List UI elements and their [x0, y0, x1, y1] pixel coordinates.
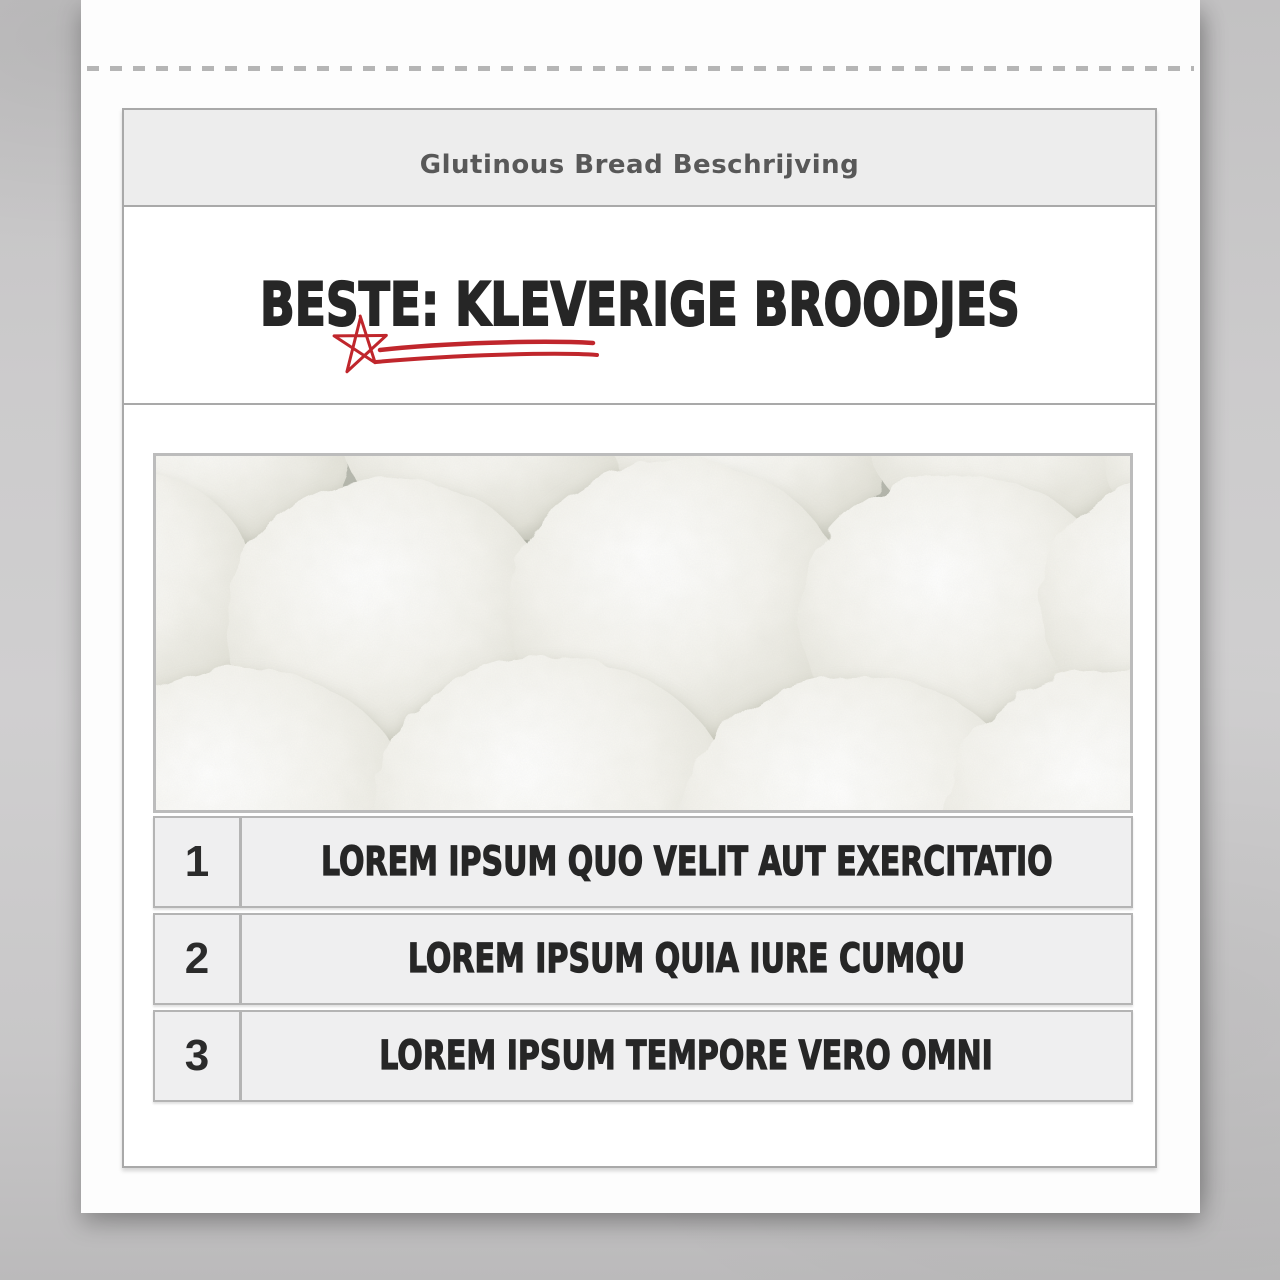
list-item-text-cell [242, 818, 1131, 906]
list-item-text: LOREM IPSUM QUO VELIT AUT EXERCITATIO [320, 839, 1053, 885]
underline-stroke-icon [376, 354, 597, 362]
list-item [153, 1010, 1133, 1102]
paper-sheet [81, 0, 1200, 1213]
star-icon [332, 314, 389, 373]
bread-photo [153, 453, 1133, 813]
list-item-number: 1 [155, 818, 242, 906]
list-item-number: 2 [155, 915, 242, 1003]
red-star-underline-doodle [332, 313, 644, 377]
list-item-text-cell [242, 1012, 1131, 1100]
title-section [124, 207, 1155, 405]
card-header [124, 110, 1155, 207]
list-item-text-cell [242, 915, 1131, 1003]
bread-photo-illustration [156, 456, 1130, 810]
card-header-title: Glutinous Bread Beschrijving [419, 149, 860, 180]
list-item-text: LOREM IPSUM TEMPORE VERO OMNI [379, 1033, 994, 1079]
list-item [153, 913, 1133, 1005]
list-item-text: LOREM IPSUM QUIA IURE CUMQU [407, 936, 966, 982]
tear-line [87, 66, 1194, 71]
list-item [153, 816, 1133, 908]
underline-stroke-icon [380, 342, 593, 350]
template-card [122, 108, 1157, 1168]
numbered-list [153, 816, 1133, 1107]
page-title-text: BESTE: KLEVERIGE BROODJES [259, 270, 1020, 340]
list-item-number: 3 [155, 1012, 242, 1100]
card-body [124, 405, 1155, 1168]
